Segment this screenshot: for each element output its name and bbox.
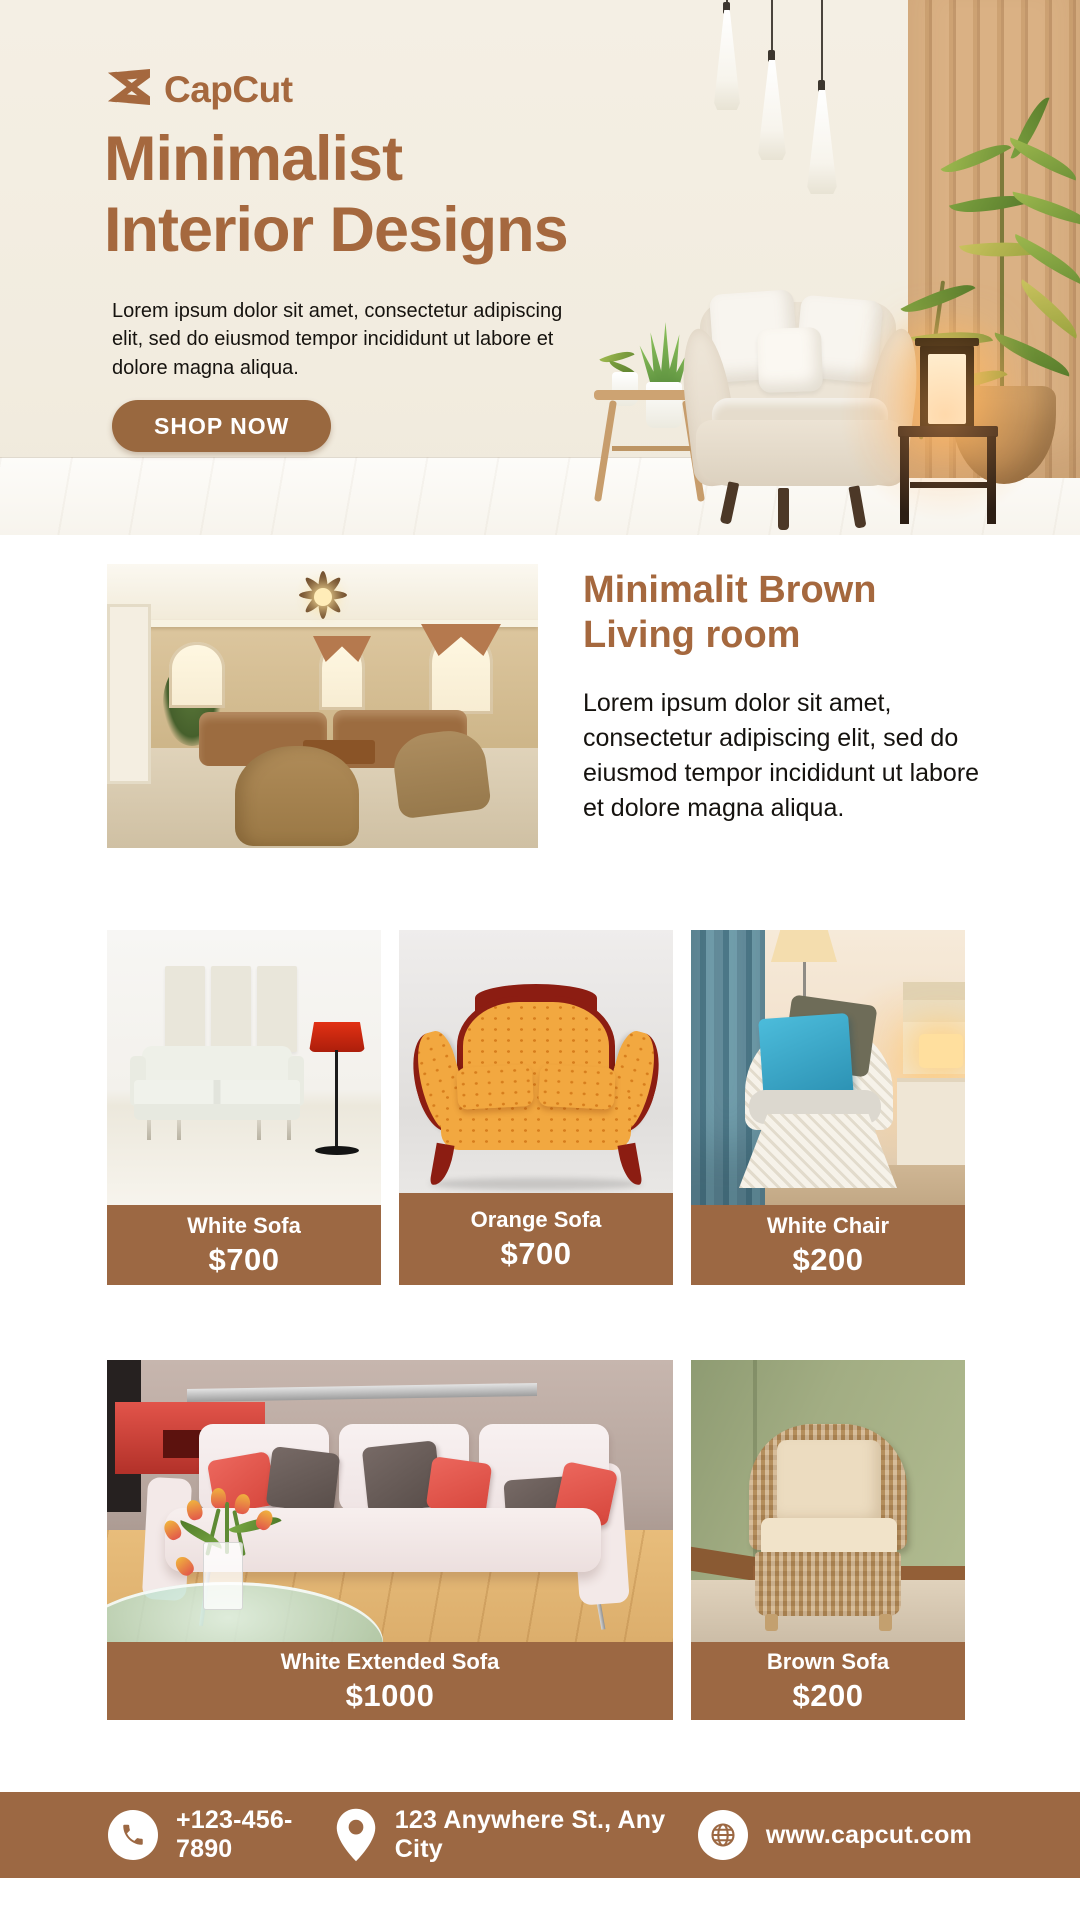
hero-section: [0, 0, 1080, 535]
pendant-lamp: [713, 10, 741, 110]
page-title: [104, 124, 568, 265]
product-label: [691, 1205, 965, 1285]
products-row-1: [107, 930, 1080, 1285]
red-floor-lamp: [309, 1022, 365, 1052]
product-card-white-chair[interactable]: [691, 930, 965, 1285]
shop-now-button[interactable]: SHOP NOW: [112, 400, 331, 452]
wicker-chair-base: [755, 1552, 901, 1616]
product-card-orange-sofa[interactable]: [399, 930, 673, 1285]
capcut-logo[interactable]: [106, 68, 293, 111]
sofa-base: [134, 1104, 300, 1120]
product-label: [107, 1205, 381, 1285]
product-name: Brown Sofa: [766, 1648, 890, 1674]
nightstand: [897, 1078, 965, 1166]
product-label: [399, 1193, 673, 1285]
pendant-cord: [821, 0, 823, 88]
product-price: $700: [208, 1241, 280, 1277]
globe-icon: [698, 1810, 748, 1860]
product-price: $1000: [345, 1677, 435, 1713]
product-card-white-extended-sofa[interactable]: [107, 1360, 673, 1720]
phone-icon: [108, 1810, 158, 1860]
product-label: [107, 1642, 673, 1720]
product-name: White Extended Sofa: [280, 1648, 500, 1674]
seat-cushion: [456, 1064, 534, 1110]
floor-lamp-shade: [771, 930, 837, 962]
sofa-leg: [147, 1120, 151, 1140]
product-price: $200: [792, 1241, 864, 1277]
table-lamp: [919, 1034, 963, 1068]
product-image-orange-sofa: [399, 930, 673, 1193]
tulip: [211, 1488, 226, 1508]
footer-contact-website[interactable]: [698, 1810, 972, 1860]
sofa-leg: [177, 1120, 181, 1140]
title-line-2: Interior Designs: [104, 194, 568, 265]
product-image-white-sofa: [107, 930, 381, 1205]
front-door: [107, 604, 151, 784]
product-price: $700: [500, 1235, 572, 1271]
back-cushion: [777, 1440, 881, 1526]
product-image-white-extended-sofa: [107, 1360, 673, 1642]
armchair: [235, 746, 359, 846]
fan-light: [314, 588, 332, 606]
product-name: White Sofa: [187, 1212, 301, 1238]
product-name: Orange Sofa: [470, 1206, 602, 1232]
lamp-base: [315, 1146, 359, 1155]
hero-description: Lorem ipsum dolor sit amet, consectetur adipiscing elit, sed do eiusmod tempor incididunt ut labore et dolore magna aliqua.: [112, 300, 563, 379]
arched-window: [169, 642, 225, 708]
title-line-1: Minimalist: [104, 124, 403, 194]
wall-panel: [165, 966, 205, 1052]
product-label: [691, 1642, 965, 1720]
pendant-lamp: [806, 90, 838, 194]
counter-top: [187, 1383, 537, 1402]
sofa-back: [142, 1046, 292, 1082]
product-name: White Chair: [766, 1212, 890, 1238]
product-card-brown-sofa[interactable]: [691, 1360, 965, 1720]
pendant-lamp: [757, 60, 787, 160]
footer-contact-phone[interactable]: [108, 1806, 335, 1864]
chair-leg: [765, 1614, 778, 1631]
sofa-leg: [257, 1120, 261, 1140]
pillow: [757, 327, 823, 393]
feature-description: Lorem ipsum dolor sit amet, consectetur adipiscing elit, sed do eiusmod tempor incididunt ut labore et dolore magna aliqua.: [583, 688, 980, 822]
phone-number: +123-456-7890: [176, 1806, 293, 1863]
location-pin-icon: [335, 1808, 377, 1862]
lamp-pole: [335, 1050, 338, 1148]
capcut-logo-icon: [106, 68, 152, 111]
street-address: 123 Anywhere St., Any City: [394, 1806, 666, 1863]
feature-text: [583, 564, 983, 848]
flower-vase: [203, 1542, 243, 1610]
product-image-brown-sofa: [691, 1360, 965, 1642]
plant-pot: [646, 382, 682, 428]
chair-leg: [879, 1614, 892, 1631]
product-price: $200: [792, 1677, 864, 1713]
red-pillow: [426, 1456, 493, 1516]
sofa-seat: [134, 1080, 300, 1106]
footer: [0, 1792, 1080, 1878]
wall-panel: [257, 966, 297, 1052]
brand-name: CapCut: [164, 68, 293, 110]
product-image-white-chair: [691, 930, 965, 1205]
sofa-shadow: [429, 1178, 643, 1190]
feature-section: [0, 564, 1080, 848]
product-card-white-sofa[interactable]: [107, 930, 381, 1285]
feature-heading: Minimalit Brown Living room: [583, 569, 877, 656]
sofa-leg: [287, 1120, 291, 1140]
footer-contact-address[interactable]: [335, 1806, 698, 1864]
website-url: www.capcut.com: [765, 1820, 972, 1849]
seat-cushion: [538, 1064, 616, 1110]
products-row-2: [107, 1360, 1080, 1720]
living-room-photo: [107, 564, 538, 848]
gray-pillow: [266, 1446, 341, 1514]
baseboard: [691, 1547, 757, 1581]
wall-panel: [211, 966, 251, 1052]
